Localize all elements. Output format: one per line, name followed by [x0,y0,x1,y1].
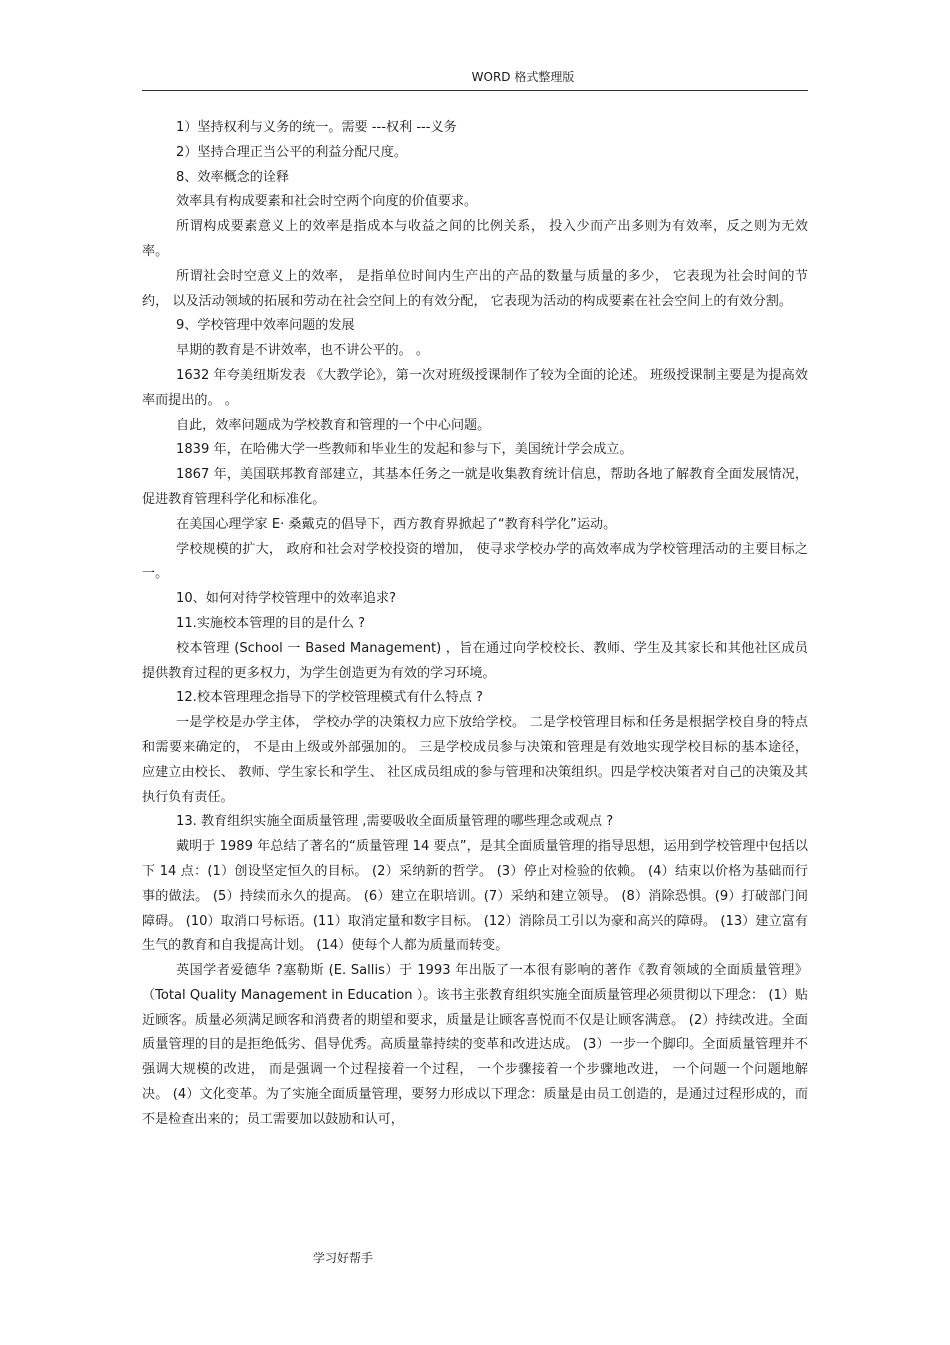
paragraph: 1632 年夸美纽斯发表 《大教学论》，第一次对班级授课制作了较为全面的论述。 班级授课制主要是为提高效率而提出的。 。 [142,367,808,408]
footer-text: 学习好帮手 [313,1251,374,1265]
paragraph: 1867 年，美国联邦教育部建立，其基本任务之一就是收集教育统计信息，帮助各地了解教育全面发展情况，促进教育管理科学化和标准化。 [142,467,808,507]
page-header [142,68,808,91]
page-footer [313,1249,373,1267]
paragraph: 戴明于 1989 年总结了著名的“质量管理 14 要点”，是其全面质量管理的指导思想，运用到学校管理中包括以下 14 点：(1）创设坚定恒久的目标。 (2）采纳新的哲学。 (3）停止对检验的依赖。 (4）结束以价格为基础而行事的做法。 (5）持续而永久的提高。 (6）建立在职培训。(7）采纳和建立领导。 (8）消除恐惧。(9）打破部门间障碍。 (10）取消口号标语。(11）取消定量和数字目标。 (12）消除员工引以为豪和高兴的障碍。 (13）建立富有生气的教育和自我提高计划。 (14）使每个人都为质量而转变。 [142,839,808,954]
header-title: WORD 格式整理版 [471,70,575,84]
section-heading: 11.实施校本管理的目的是什么 ? [176,615,366,631]
section-heading: 10、如何对待学校管理中的效率追求? [176,591,397,607]
paragraph: 1839 年，在哈佛大学一些教师和毕业生的发起和参与下，美国统计学会成立。 [176,442,633,458]
paragraph: 效率具有构成要素和社会时空两个向度的价值要求。 [176,194,478,210]
paragraph: 英国学者爱德华 ?塞勒斯 (E. Sallis）于 1993 年出版了一本很有影响的著作《教育领域的全面质量管理》 （Total Quality Management in Education ）。该书主张教育组织实施全面质量管理必须贯彻以下理念： (1）贴近顾客。质量必须满足顾客和消费者的期望和要求，质量是让顾客喜悦而不仅是让顾客满意。 (2）持续改进。全面质量管理的目的是拒绝低劣、倡导优秀。高质量靠持续的变革和改进达成。 (3）一步一个脚印。全面质量管理并不强调大规模的改进， 而是强调一个过程接着一个过程， 一个步骤接着一个步骤地改进， 一个问题一个问题地解决。 (4）文化变革。为了实施全面质量管理，要努力形成以下理念：质量是由员工创造的，是通过过程形成的，而不是检查出来的；员工需要加以鼓励和认可， [142,963,808,1127]
section-heading: 9、学校管理中效率问题的发展 [176,318,355,334]
paragraph: 所谓社会时空意义上的效率， 是指单位时间内生产出的产品的数量与质量的多少， 它表现为社会时间的节约， 以及活动领域的拓展和劳动在社会空间上的有效分配， 它表现为活动的构成要素在社会空间上的有效分割。 [142,268,808,309]
paragraph: 校本管理 (School 一 Based Management) ，旨在通过向学校校长、教师、学生及其家长和其他社区成员提供教育过程的更多权力，为学生创造更为有效的学习环境。 [142,640,808,681]
paragraph: 所谓构成要素意义上的效率是指成本与收益之间的比例关系， 投入少而产出多则为有效率，反之则为无效率。 [142,219,808,259]
paragraph: 学校规模的扩大， 政府和社会对学校投资的增加， 使寻求学校办学的高效率成为学校管理活动的主要目标之一。 [142,541,808,582]
paragraph: 2）坚持合理正当公平的利益分配尺度。 [176,144,407,160]
paragraph: 一是学校是办学主体， 学校办学的决策权力应下放给学校。 二是学校管理目标和任务是根据学校自身的特点和需要来确定的， 不是由上级或外部强加的。 三是学校成员参与决策和管理是有效地实现学校目标的基本途径， 应建立由校长、 教师、学生家长和学生、 社区成员组成的参与管理和决策组织。四是学校决策者对自己的决策及其执行负有责任。 [142,715,808,805]
section-heading: 8、效率概念的诠释 [176,169,290,185]
paragraph: 在美国心理学家 E· 桑戴克的倡导下，西方教育界掀起了“教育科学化”运动。 [176,516,617,532]
paragraph: 1）坚持权利与义务的统一。需要 ---权利 ---义务 [176,120,457,135]
document-body [142,116,808,1133]
paragraph: 自此，效率问题成为学校教育和管理的一个中心问题。 [176,417,491,433]
section-heading: 13. 教育组织实施全面质量管理 ,需要吸收全面质量管理的哪些理念或观点 ? [176,814,614,830]
paragraph: 早期的教育是不讲效率，也不讲公平的。 。 [176,343,429,359]
section-heading: 12.校本管理理念指导下的学校管理模式有什么特点 ? [176,690,483,706]
